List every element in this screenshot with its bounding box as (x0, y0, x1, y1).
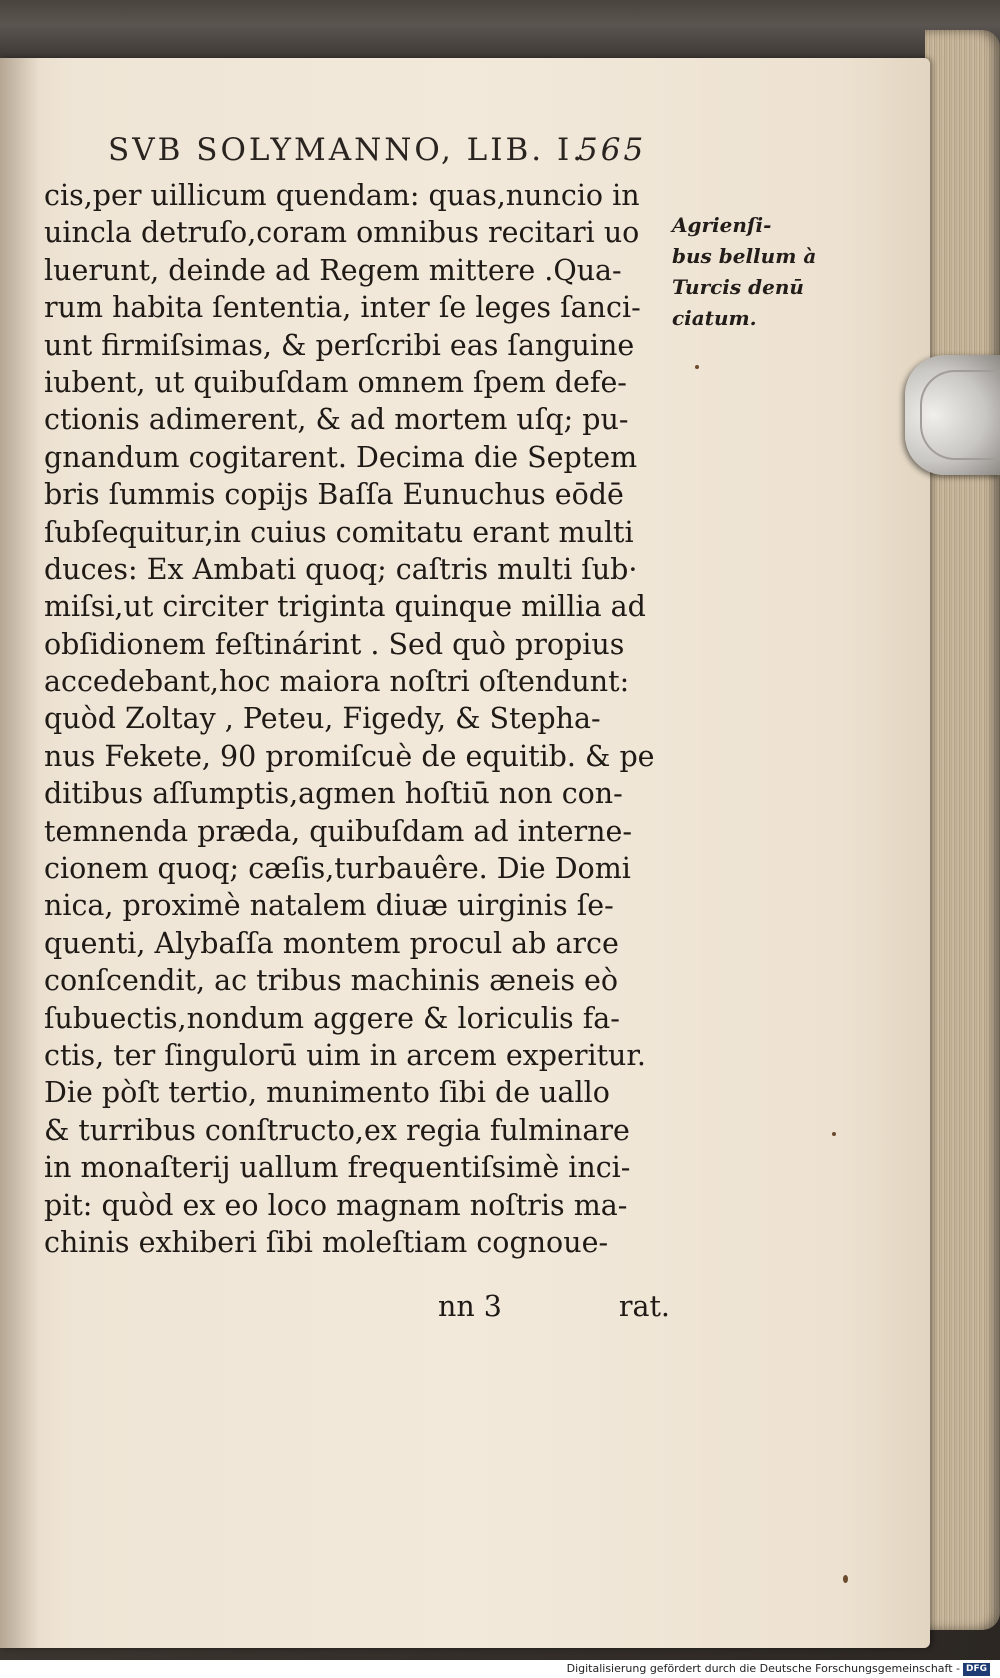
book-cover-edge (0, 0, 1000, 62)
text-line: ſubſequitur,in cuius comitatu erant multi (44, 515, 634, 549)
margin-note-line: Turcis denū (672, 275, 804, 299)
margin-note-line: Agrienſi- (672, 213, 772, 237)
margin-note-line: ciatum. (672, 306, 757, 330)
text-line: nus Fekete, 90 promiſcuè de equitib. & pe (44, 739, 655, 773)
text-line: in monaſterij uallum frequentiſsimè inci- (44, 1151, 631, 1185)
binding-shadow (0, 58, 40, 1648)
margin-note (672, 210, 822, 334)
text-line: luerunt, deinde ad Regem mittere .Qua- (44, 253, 622, 287)
margin-note-line: bus bellum à (672, 244, 817, 268)
text-line: ctis, ter ſingulorū uim in arcem experitur. (44, 1038, 646, 1072)
text-line: Die pòſt tertio, munimento ſibi de uallo (44, 1076, 610, 1110)
ink-speck (843, 1575, 848, 1583)
dfg-logo: DFG (963, 1663, 990, 1676)
credit-text: Digitalisierung gefördert durch die Deutsche Forschungsgemeinschaft - (566, 1662, 960, 1675)
page-clip-ring (920, 370, 1000, 460)
text-line: iubent, ut quibuſdam omnem ſpem defe- (44, 365, 627, 399)
ink-speck (695, 365, 699, 369)
text-line: rum habita ſententia, inter ſe leges ſanci- (44, 291, 641, 325)
text-line: ſubuectis,nondum aggere & loriculis fa- (44, 1001, 620, 1035)
page-fore-edge (925, 30, 1000, 1630)
text-line: accedebant,hoc maiora noſtri oſtendunt: (44, 665, 630, 699)
text-line: conſcendit, ac tribus machinis æneis eò (44, 964, 619, 998)
text-line: bris ſummis copijs Baſſa Eunuchus eōdē (44, 478, 624, 512)
text-line: pit: quòd ex eo loco magnam noſtris ma- (44, 1188, 628, 1222)
text-line: duces: Ex Ambati quoq; caſtris multi ſub· (44, 552, 638, 586)
catchword: rat. (618, 1290, 670, 1323)
signature-line (430, 1290, 670, 1330)
text-line: nica, proximè natalem diuæ uirginis ſe- (44, 889, 614, 923)
text-line: quenti, Alybaſſa montem procul ab arce (44, 926, 619, 960)
ink-speck (832, 1132, 836, 1136)
text-line: uincla detruſo,coram omnibus recitari uo (44, 216, 640, 250)
text-line: cionem quoq; cæſis,turbauêre. Die Domi (44, 852, 631, 886)
text-line: ctionis adimerent, & ad mortem uſq; pu- (44, 403, 629, 437)
text-line: & turribus conſtructo,ex regia fulminare (44, 1113, 630, 1147)
text-line: chinis exhiberi ſibi moleſtiam cognoue- (44, 1225, 609, 1259)
signature-mark: nn 3 (438, 1290, 502, 1323)
text-line: obſidionem feſtinárint . Sed quò propius (44, 627, 625, 661)
digitization-credit (567, 1661, 990, 1677)
text-line: unt firmiſsimas, & perſcribi eas ſanguine (44, 328, 635, 362)
text-line: ditibus aſſumptis,agmen hoſtiū non con- (44, 777, 623, 811)
text-line: temnenda præda, quibuſdam ad interne- (44, 814, 632, 848)
text-line: miſsi,ut circiter triginta quinque millia ad (44, 590, 646, 624)
body-text (44, 177, 669, 1261)
running-head (108, 132, 668, 176)
running-title: SVB SOLYMANNO, LIB. I. (108, 132, 586, 168)
text-line: quòd Zoltay , Peteu, Figedy, & Stepha- (44, 702, 601, 736)
page-number: 565 (578, 132, 647, 168)
text-line: gnandum cogitarent. Decima die Septem (44, 440, 638, 474)
text-line: cis,per uillicum quendam: quas,nuncio in (44, 179, 640, 212)
